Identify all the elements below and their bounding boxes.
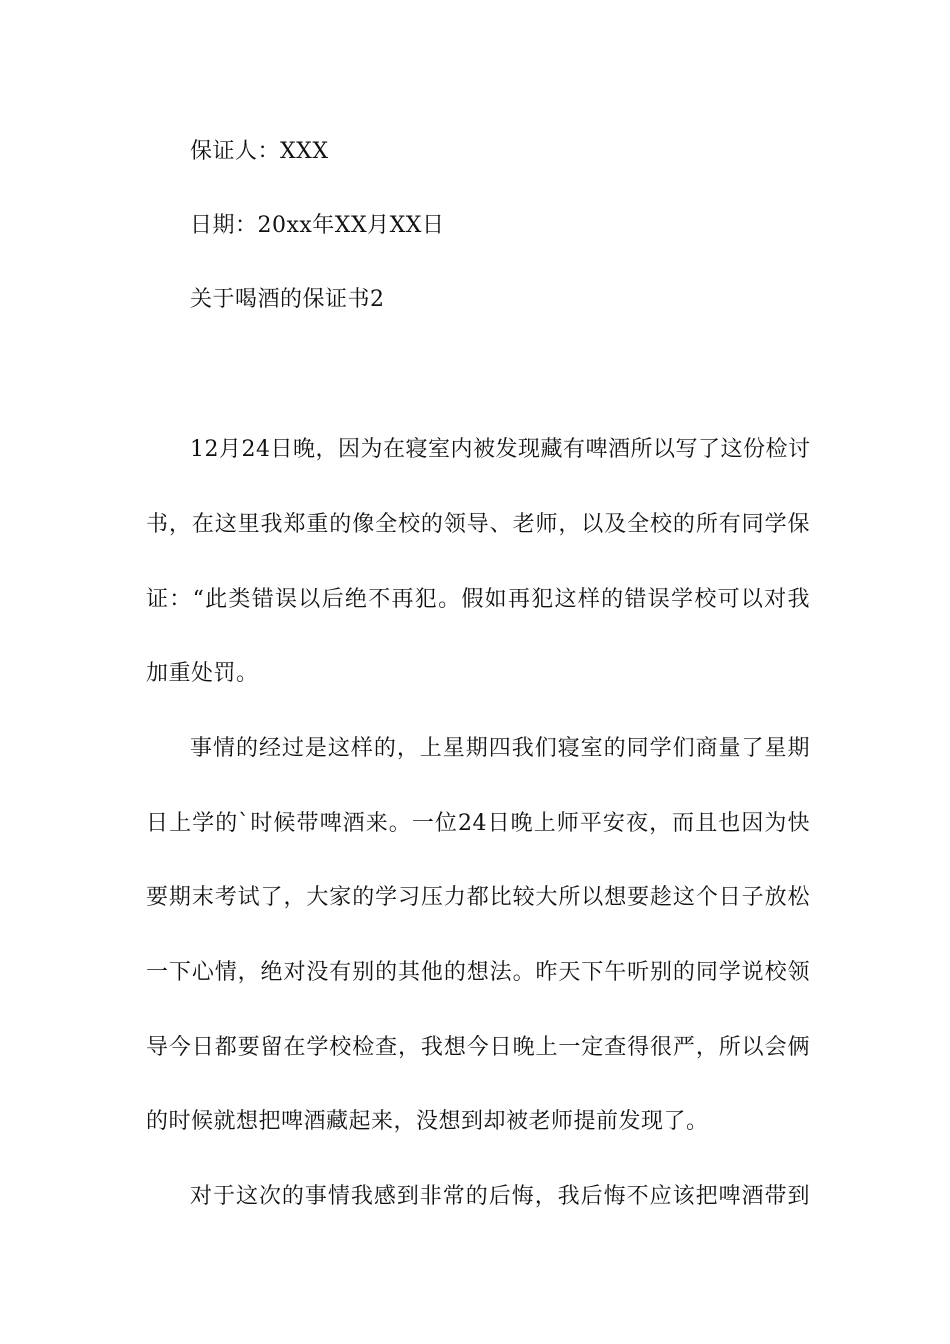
paragraph-line: 加重处罚。 (146, 661, 259, 686)
paragraph-line: 的时候就想把啤酒藏起来，没想到却被老师提前发现了。 (146, 1109, 709, 1134)
date-line: 日期：20xx年XX月XX日 (190, 213, 445, 238)
paragraph-line: 12月24日晚，因为在寝室内被发现藏有啤酒所以写了这份检讨 (190, 437, 810, 462)
paragraph-line: 日上学的`时候带啤酒来。一位24日晚上师平安夜，而且也因为快 (146, 811, 810, 836)
paragraph-line: 事情的经过是这样的，上星期四我们寝室的同学们商量了星期 (190, 736, 810, 761)
paragraph-line: 对于这次的事情我感到非常的后悔，我后悔不应该把啤酒带到 (190, 1184, 810, 1209)
paragraph-line: 证：“此类错误以后绝不再犯。假如再犯这样的错误学校可以对我 (146, 587, 810, 612)
paragraph-line: 要期末考试了，大家的学习压力都比较大所以想要趁这个日子放松 (146, 885, 810, 910)
document-title: 关于喝酒的保证书2 (190, 287, 385, 312)
paragraph-line: 导今日都要留在学校检查，我想今日晚上一定查得很严，所以会俩 (146, 1035, 810, 1060)
guarantor-line: 保证人：XXX (190, 139, 329, 164)
paragraph-line: 书，在这里我郑重的像全校的领导、老师，以及全校的所有同学保 (146, 512, 810, 537)
paragraph-line: 一下心情，绝对没有别的其他的想法。昨天下午听别的同学说校领 (146, 960, 810, 985)
